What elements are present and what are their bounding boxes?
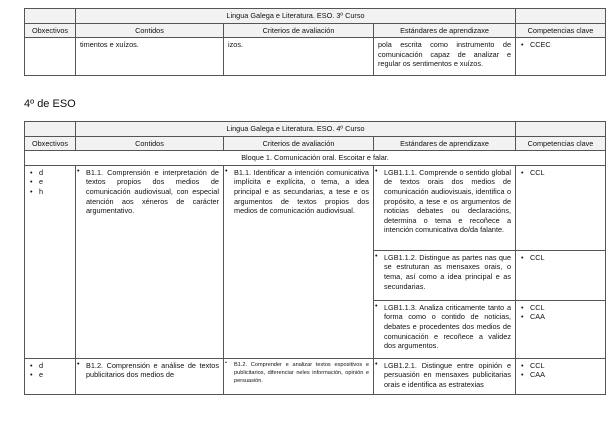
cell-contents: • B1.1. Comprensión e interpretación de textos propios dos medios de comunicación audiovisual, con especial atención aos xéneros de carácter argumentativo.: [76, 165, 224, 358]
objective-item: • e: [29, 370, 71, 380]
cell-objectives: [25, 165, 76, 358]
competence-item: • CAA: [520, 312, 601, 322]
header-competences: Competencias clave: [516, 136, 606, 151]
objective-item: • d: [29, 361, 71, 371]
header-competences: Competencias clave: [516, 23, 606, 38]
competence-item: • CCL: [520, 303, 601, 313]
competence-item: • CAA: [520, 370, 601, 380]
header-contents: Contidos: [76, 23, 224, 38]
cell-criteria: • B1.2. Comprender e analizar textos expositivos e publicitarios, diferenciar neles información, opinión e persuasión.: [224, 358, 374, 394]
cell-objectives: [25, 38, 76, 76]
competence-item: • CCL: [520, 361, 601, 371]
objective-item: • d: [29, 168, 71, 178]
competence-item: • CCEC: [520, 40, 601, 50]
cell-competences: [516, 165, 606, 250]
header-criteria: Criterios de avaliación: [224, 136, 374, 151]
cell-criteria: • B1.1. Identificar a intención comunicativa implícita e explícita, o tema, a idea principal e as secundarias, a tese e os argumentos de textos propios dos medios de comunicación audiovisual.: [224, 165, 374, 358]
cell-competences: [516, 250, 606, 300]
cell-criteria: izos.: [224, 38, 374, 76]
cell-standard: • LGB1.1.3. Analiza criticamente tanto a forma como o contido de noticias, debates e procedentes dos medios de comunicación e recoñece a validez dos argumentos.: [374, 300, 516, 358]
objective-item: • h: [29, 187, 71, 197]
block-title: Bloque 1. Comunicación oral. Escoitar e falar.: [25, 151, 606, 166]
header-standards: Estándares de aprendizaxe: [374, 136, 516, 151]
header-contents: Contidos: [76, 136, 224, 151]
cell-objectives: [25, 358, 76, 394]
table-title: Lingua Galega e Literatura. ESO. 4º Curso: [76, 122, 516, 137]
cell-standard: • LGB1.2.1. Distingue entre opinión e persuasión en mensaxes publicitarias orais e identifica as estratexias: [374, 358, 516, 394]
header-criteria: Criterios de avaliación: [224, 23, 374, 38]
cell-competences: [516, 358, 606, 394]
header-standards: Estándares de aprendizaxe: [374, 23, 516, 38]
header-objectives: Obxectivos: [25, 23, 76, 38]
curriculum-table-3-curso: [24, 8, 606, 76]
cell-competences: [516, 300, 606, 358]
curriculum-table-4-curso: [24, 121, 606, 395]
cell-standard: • LGB1.1.1. Comprende o sentido global de textos orais dos medios de comunicación audiovisuais, identifica o propósito, a tese e os argumentos de noticias debates ou declaracións, determina o tema e recoñece a intención comunicativa do/da falante.: [374, 165, 516, 250]
competence-item: • CCL: [520, 253, 601, 263]
objective-item: • e: [29, 177, 71, 187]
cell-standards: pola escrita como instrumento de comunicación capaz de analizar e regular os sentimentos e xuízos.: [374, 38, 516, 76]
section-heading: 4º de ESO: [24, 98, 76, 110]
cell-competences: [516, 38, 606, 76]
cell-contents: • B1.2. Comprensión e análise de textos publicitarios dos medios de: [76, 358, 224, 394]
table-title: Lingua Galega e Literatura. ESO. 3º Curso: [76, 9, 516, 24]
competence-item: • CCL: [520, 168, 601, 178]
cell-contents: timentos e xuízos.: [76, 38, 224, 76]
cell-standard: • LGB1.1.2. Distingue as partes nas que se estruturan as mensaxes orais, o tema, así como a idea principal e as secundarias.: [374, 250, 516, 300]
header-objectives: Obxectivos: [25, 136, 76, 151]
